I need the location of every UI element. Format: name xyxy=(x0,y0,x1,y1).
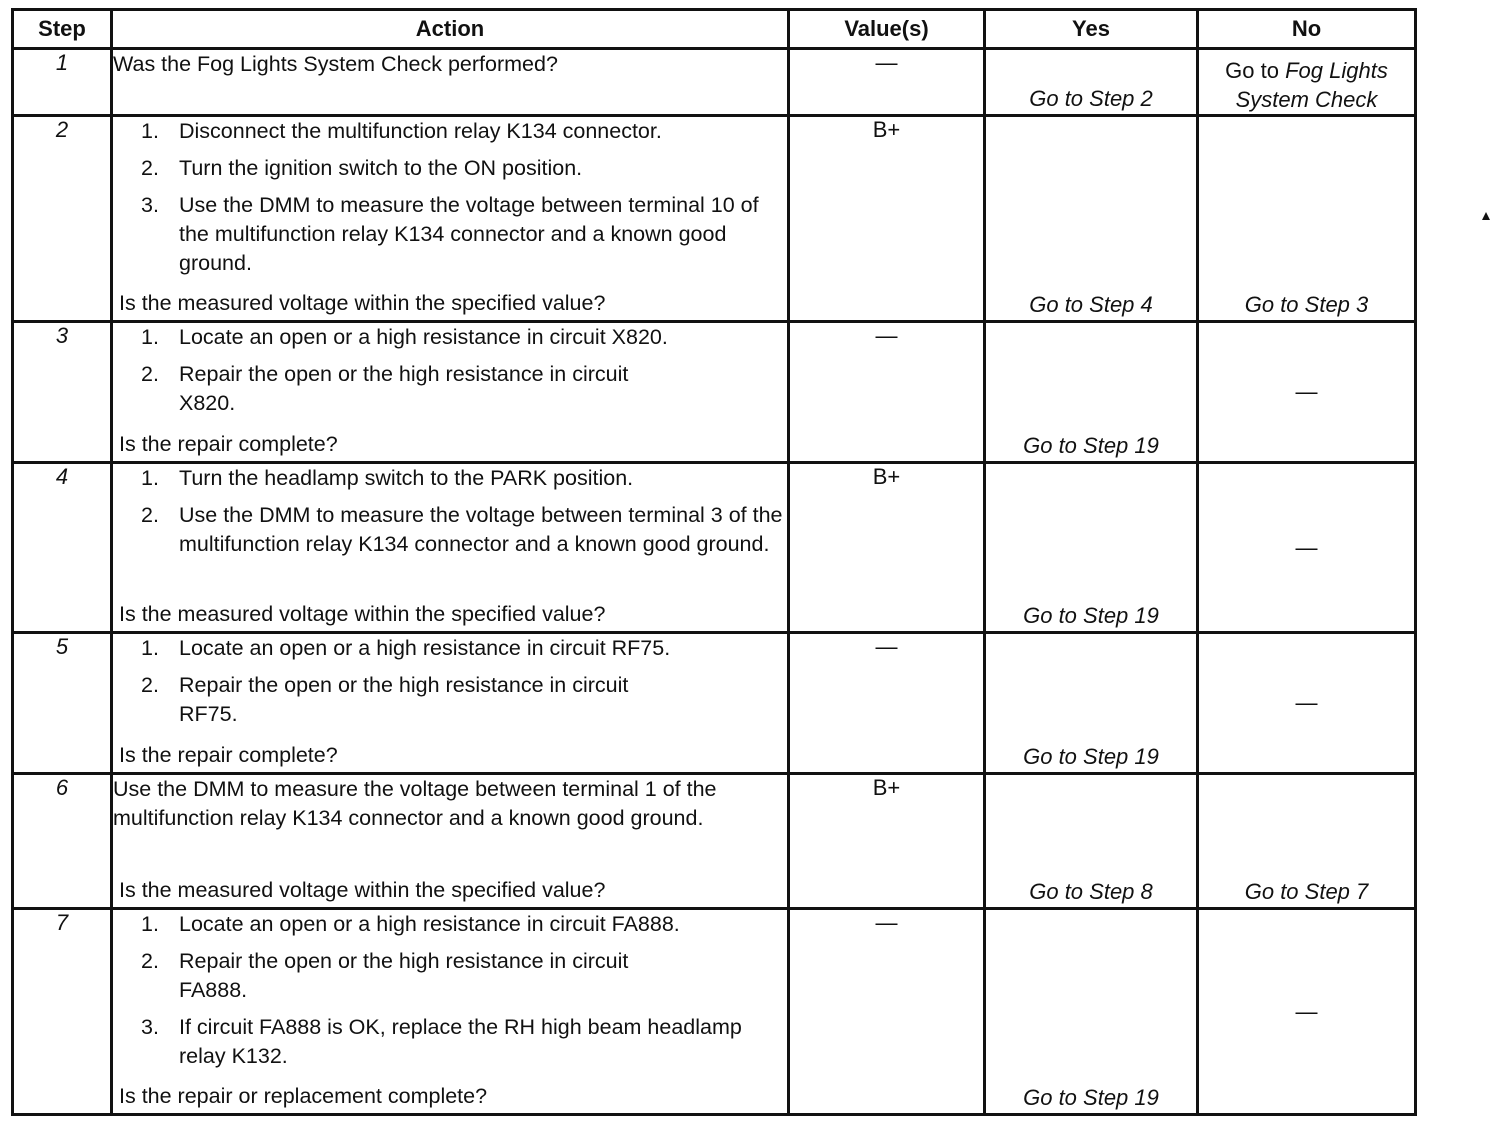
yes-link: Go to Step 2 xyxy=(1029,86,1153,111)
action-step: 2. Repair the open or the high resistance in circuit RF75. xyxy=(141,673,629,726)
action-steps xyxy=(113,323,787,418)
action-step: 1. Turn the headlamp switch to the PARK position. xyxy=(141,466,634,490)
yes-link: Go to Step 19 xyxy=(1023,1085,1159,1110)
action-step-text: Locate an open or a high resistance in circuit X820. xyxy=(179,325,668,349)
action-step: 2. Turn the ignition switch to the ON position. xyxy=(141,156,583,180)
action-steps xyxy=(113,464,787,559)
action-text: Was the Fog Lights System Check performed? xyxy=(113,52,558,76)
action-step: 3. Use the DMM to measure the voltage between terminal 10 of the multifunction relay K134 connector and a known good ground. xyxy=(141,193,759,275)
step-number: 5 xyxy=(13,633,112,774)
step-number: 3 xyxy=(13,322,112,463)
value-cell: — xyxy=(789,909,985,1115)
action-steps xyxy=(113,634,787,729)
yes-cell xyxy=(985,774,1198,909)
action-question: Is the repair complete? xyxy=(119,743,338,767)
no-cell xyxy=(1198,49,1416,116)
yes-cell xyxy=(985,463,1198,633)
action-step-text: Disconnect the multifunction relay K134 connector. xyxy=(179,119,662,143)
no-cell xyxy=(1198,116,1416,322)
action-steps xyxy=(113,910,787,1071)
yes-cell xyxy=(985,49,1198,116)
table-row xyxy=(13,633,1416,774)
action-cell xyxy=(112,909,789,1115)
action-step-text: Turn the headlamp switch to the PARK position. xyxy=(179,466,634,490)
yes-cell xyxy=(985,322,1198,463)
no-link: — xyxy=(1295,379,1318,404)
action-step-text: Turn the ignition switch to the ON position. xyxy=(179,156,583,180)
action-cell xyxy=(112,116,789,322)
action-step: 3. If circuit FA888 is OK, replace the RH high beam headlamp relay K132. xyxy=(141,1015,742,1068)
value-cell: B+ xyxy=(789,774,985,909)
action-steps xyxy=(113,117,787,278)
action-question: Is the repair complete? xyxy=(119,432,338,456)
action-cell xyxy=(112,49,789,116)
no-link: Go to Step 7 xyxy=(1244,879,1369,904)
value-cell: — xyxy=(789,49,985,116)
table-row xyxy=(13,322,1416,463)
action-step: 2. Repair the open or the high resistance in circuit FA888. xyxy=(141,949,629,1002)
value-cell: B+ xyxy=(789,116,985,322)
action-cell xyxy=(112,322,789,463)
value-cell: — xyxy=(789,322,985,463)
yes-cell xyxy=(985,633,1198,774)
action-step-text: Use the DMM to measure the voltage between terminal 10 of the multifunction relay K134 connector and a known good ground. xyxy=(179,193,759,275)
yes-cell xyxy=(985,909,1198,1115)
action-step: 1. Disconnect the multifunction relay K134 connector. xyxy=(141,119,662,143)
action-cell xyxy=(112,633,789,774)
action-step: 1. Locate an open or a high resistance in circuit FA888. xyxy=(141,912,680,936)
no-link-prefix: Go to xyxy=(1225,58,1286,83)
no-link-target: Fog Lights System Check xyxy=(1235,58,1388,112)
no-link: — xyxy=(1295,998,1318,1024)
value-cell: — xyxy=(789,633,985,774)
action-question: Is the measured voltage within the specified value? xyxy=(119,878,606,902)
action-step-text: Locate an open or a high resistance in circuit FA888. xyxy=(179,912,680,936)
action-step-text: Repair the open or the high resistance in circuit X820. xyxy=(179,362,629,415)
action-question: Is the measured voltage within the specified value? xyxy=(119,291,606,315)
table-row xyxy=(13,116,1416,322)
diagnostic-table xyxy=(11,8,1417,1116)
step-number: 1 xyxy=(13,49,112,116)
action-step-text: Use the DMM to measure the voltage between terminal 3 of the multifunction relay K134 connector and a known good ground. xyxy=(179,503,783,556)
header-yes: Yes xyxy=(985,10,1198,49)
no-link: — xyxy=(1295,690,1318,715)
action-text: Use the DMM to measure the voltage between terminal 1 of the multifunction relay K134 connector and a known good ground. xyxy=(113,777,717,830)
action-step: 2. Repair the open or the high resistance in circuit X820. xyxy=(141,362,629,415)
header-row xyxy=(13,10,1416,49)
table-row xyxy=(13,463,1416,633)
action-step: 2. Use the DMM to measure the voltage between terminal 3 of the multifunction relay K134 connector and a known good ground. xyxy=(141,503,783,556)
action-question: Is the measured voltage within the specified value? xyxy=(119,602,606,626)
header-step: Step xyxy=(13,10,112,49)
no-link: Go to Step 3 xyxy=(1244,292,1369,317)
no-link xyxy=(1199,56,1414,114)
action-step: 1. Locate an open or a high resistance in circuit X820. xyxy=(141,325,668,349)
no-link: — xyxy=(1295,534,1318,560)
action-question: Is the repair or replacement complete? xyxy=(119,1084,488,1108)
step-number: 4 xyxy=(13,463,112,633)
step-number: 7 xyxy=(13,909,112,1115)
action-cell xyxy=(112,463,789,633)
action-step: 1. Locate an open or a high resistance in circuit RF75. xyxy=(141,636,671,660)
action-step-text: Locate an open or a high resistance in circuit RF75. xyxy=(179,636,671,660)
yes-link: Go to Step 19 xyxy=(1023,433,1159,458)
action-step-text: Repair the open or the high resistance in circuit FA888. xyxy=(179,949,629,1002)
yes-link: Go to Step 4 xyxy=(1029,292,1153,317)
header-values: Value(s) xyxy=(789,10,985,49)
no-cell xyxy=(1198,463,1416,633)
header-no: No xyxy=(1198,10,1416,49)
table-row xyxy=(13,909,1416,1115)
no-cell xyxy=(1198,909,1416,1115)
action-step-text: Repair the open or the high resistance in circuit RF75. xyxy=(179,673,629,726)
yes-link: Go to Step 8 xyxy=(1029,879,1153,904)
action-step-text: If circuit FA888 is OK, replace the RH high beam headlamp relay K132. xyxy=(179,1015,742,1068)
step-number: 6 xyxy=(13,774,112,909)
no-cell xyxy=(1198,774,1416,909)
table-row xyxy=(13,774,1416,909)
yes-link: Go to Step 19 xyxy=(1023,603,1159,628)
value-cell: B+ xyxy=(789,463,985,633)
step-number: 2 xyxy=(13,116,112,322)
header-action: Action xyxy=(112,10,789,49)
yes-cell xyxy=(985,116,1198,322)
yes-link: Go to Step 19 xyxy=(1023,744,1159,769)
no-cell xyxy=(1198,633,1416,774)
table-row xyxy=(13,49,1416,116)
action-cell xyxy=(112,774,789,909)
scan-mark-icon xyxy=(1482,212,1490,220)
no-cell xyxy=(1198,322,1416,463)
